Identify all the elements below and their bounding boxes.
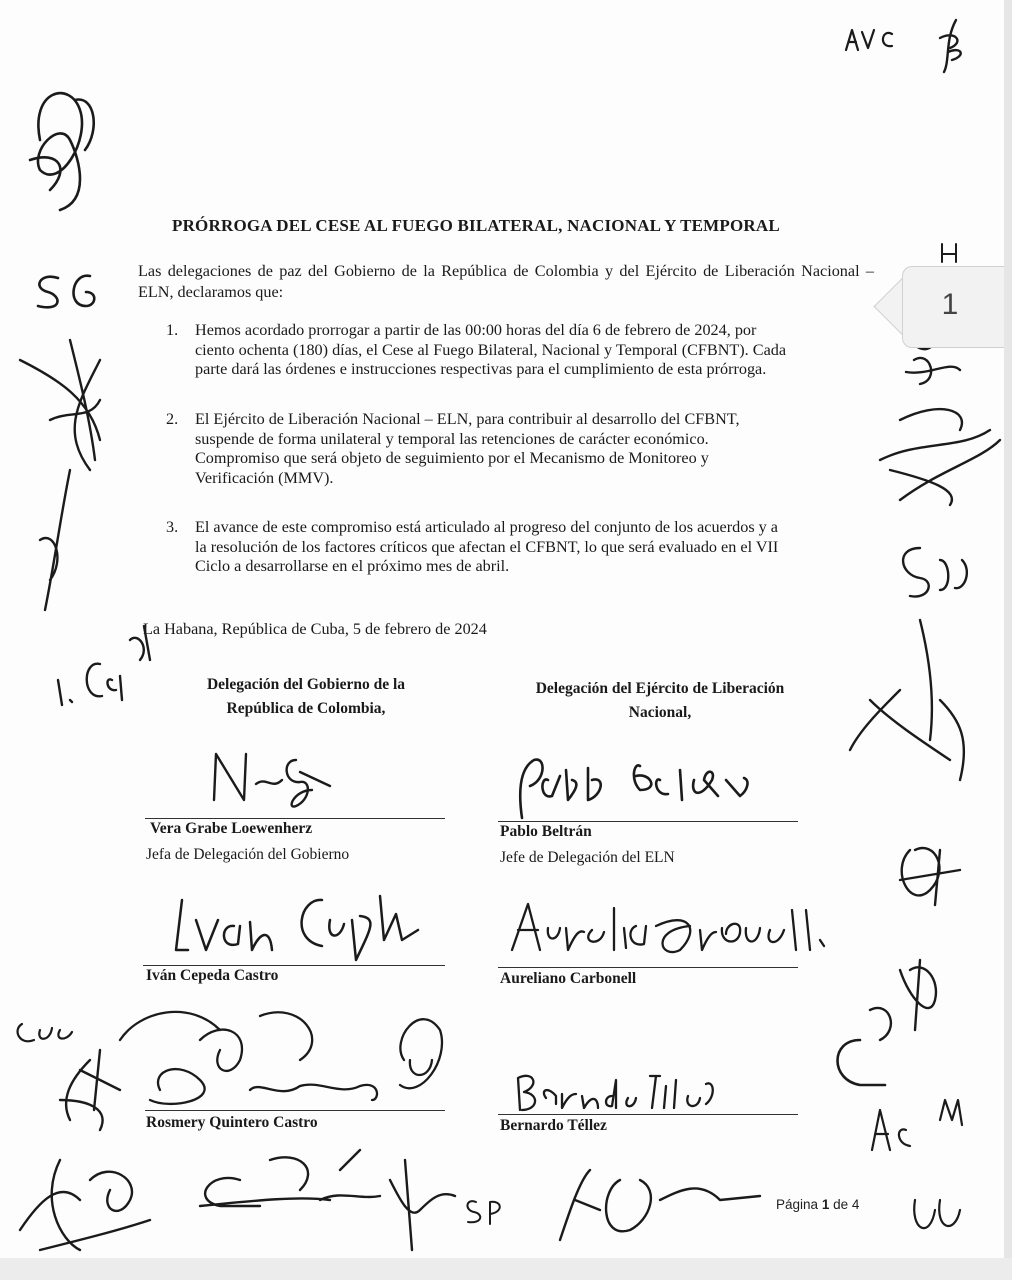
signature-bottom-3 bbox=[320, 1150, 455, 1250]
signature-line-rosmery bbox=[145, 1110, 445, 1111]
signature-right-2 bbox=[880, 409, 1000, 505]
signatory-name-aureliano: Aureliano Carbonell bbox=[500, 970, 637, 987]
signatory-name-ivan: Iván Cepeda Castro bbox=[146, 967, 279, 984]
item-1-line-2: ciento ochenta (180) días, el Cese al Fuego Bilateral, Nacional y Temporal (CFBNT). Cada bbox=[195, 340, 787, 359]
item-2-text bbox=[195, 410, 871, 488]
page-footer-of: de bbox=[833, 1197, 849, 1212]
signature-bernardo bbox=[518, 1076, 713, 1110]
initials-h bbox=[942, 244, 956, 262]
signature-left-st bbox=[60, 1050, 120, 1130]
signature-right-bottom bbox=[914, 1200, 960, 1228]
initials-eys bbox=[18, 1024, 72, 1041]
item-3-line-1: El avance de este compromiso está articulado al progreso del conjunto de los acuerdos y a bbox=[195, 518, 778, 536]
signature-line-bernardo bbox=[498, 1114, 798, 1115]
signature-right-c bbox=[838, 1040, 886, 1085]
eln-delegation-heading bbox=[490, 677, 830, 725]
item-2-line-1: El Ejército de Liberación Nacional – ELN, para contribuir al desarrollo del CFBNT, bbox=[195, 410, 740, 428]
signature-rosmery bbox=[120, 1012, 442, 1104]
signature-right-5 bbox=[870, 960, 936, 1040]
initials-cepeda bbox=[58, 626, 150, 705]
signature-right-sgb bbox=[903, 548, 967, 597]
signature-ivan bbox=[176, 896, 418, 960]
place-and-date: La Habana, República de Cuba, 5 de febrero de 2024 bbox=[143, 620, 487, 638]
viewer-right-edge bbox=[1004, 0, 1012, 1280]
initials-sp bbox=[467, 1201, 499, 1224]
government-heading-line-2: República de Colombia, bbox=[226, 700, 386, 717]
item-2-number: 2. bbox=[166, 410, 179, 428]
item-2-line-4: Verificación (MMV). bbox=[195, 468, 334, 487]
page-indicator-number: 1 bbox=[941, 288, 959, 321]
page-footer-label: Página bbox=[776, 1197, 819, 1212]
initials-ff bbox=[940, 20, 961, 72]
signature-vera bbox=[214, 754, 330, 807]
item-3-text bbox=[195, 518, 871, 577]
initials-avc bbox=[846, 30, 892, 50]
item-1-line-1: Hemos acordado prorrogar a partir de las 00:00 horas del día 6 de febrero de 2024, por bbox=[195, 321, 757, 339]
page-indicator-badge bbox=[880, 266, 1004, 346]
signature-left-vertical bbox=[40, 470, 70, 610]
signatory-role-vera: Jefa de Delegación del Gobierno bbox=[146, 846, 350, 863]
signature-line-aureliano bbox=[498, 967, 798, 968]
page-footer-current: 1 bbox=[821, 1197, 830, 1212]
item-3-number: 3. bbox=[166, 518, 179, 536]
government-delegation-heading bbox=[150, 673, 462, 721]
signature-right-4 bbox=[900, 848, 960, 905]
signature-aureliano bbox=[512, 904, 824, 952]
page-footer bbox=[776, 1197, 859, 1212]
signature-bottom-2 bbox=[200, 1157, 330, 1206]
item-2-line-2: suspende de forma unilateral y temporal las retenciones de carácter económico. bbox=[195, 429, 709, 448]
signature-pablo bbox=[520, 760, 747, 818]
page-footer-total: 4 bbox=[851, 1197, 860, 1212]
signature-bottom-4 bbox=[560, 1170, 760, 1240]
eln-heading-line-1: Delegación del Ejército de Liberación bbox=[535, 680, 785, 697]
item-1-number: 1. bbox=[166, 321, 179, 339]
item-1-text bbox=[195, 321, 871, 380]
signature-bottom-1 bbox=[20, 1160, 150, 1250]
signature-right-m bbox=[940, 1100, 962, 1125]
intro-paragraph: Las delegaciones de paz del Gobierno de la República de Colombia y del Ejército de Liberación Nacional – ELN, declaramos que: bbox=[138, 262, 874, 301]
signatory-name-bernardo: Bernardo Téllez bbox=[500, 1117, 607, 1134]
signatory-name-rosmery: Rosmery Quintero Castro bbox=[146, 1114, 318, 1131]
initials-sg bbox=[38, 276, 94, 308]
item-3-line-3: Ciclo a desarrollarse en el próximo mes de abril. bbox=[195, 557, 510, 575]
signatory-name-pablo: Pablo Beltrán bbox=[500, 823, 592, 840]
signatory-role-pablo: Jefe de Delegación del ELN bbox=[500, 849, 675, 866]
signature-right-as bbox=[872, 1110, 910, 1150]
signature-line-ivan bbox=[143, 965, 445, 966]
signatory-name-vera: Vera Grabe Loewenherz bbox=[150, 820, 313, 837]
signature-line-vera bbox=[145, 818, 445, 819]
signature-line-pablo bbox=[498, 821, 798, 822]
signature-right-3 bbox=[850, 620, 964, 780]
item-1-line-3: parte dará las órdenes e instrucciones respectivas para el cumplimiento de esta prórroga. bbox=[195, 360, 767, 378]
eln-heading-line-2: Nacional, bbox=[628, 704, 692, 721]
signature-top-left bbox=[30, 93, 94, 210]
viewer-bottom-edge bbox=[0, 1258, 1012, 1280]
item-2-line-3: Compromiso que será objeto de seguimiento por el Mecanismo de Monitoreo y bbox=[195, 449, 709, 467]
signature-left-scribble bbox=[20, 340, 100, 470]
government-heading-line-1: Delegación del Gobierno de la bbox=[206, 676, 406, 693]
document-title: PRÓRROGA DEL CESE AL FUEGO BILATERAL, NACIONAL Y TEMPORAL bbox=[172, 216, 780, 235]
item-3-line-2: la resolución de los factores críticos que afectan el CFBNT, lo que será evaluado en el VII bbox=[195, 537, 779, 556]
